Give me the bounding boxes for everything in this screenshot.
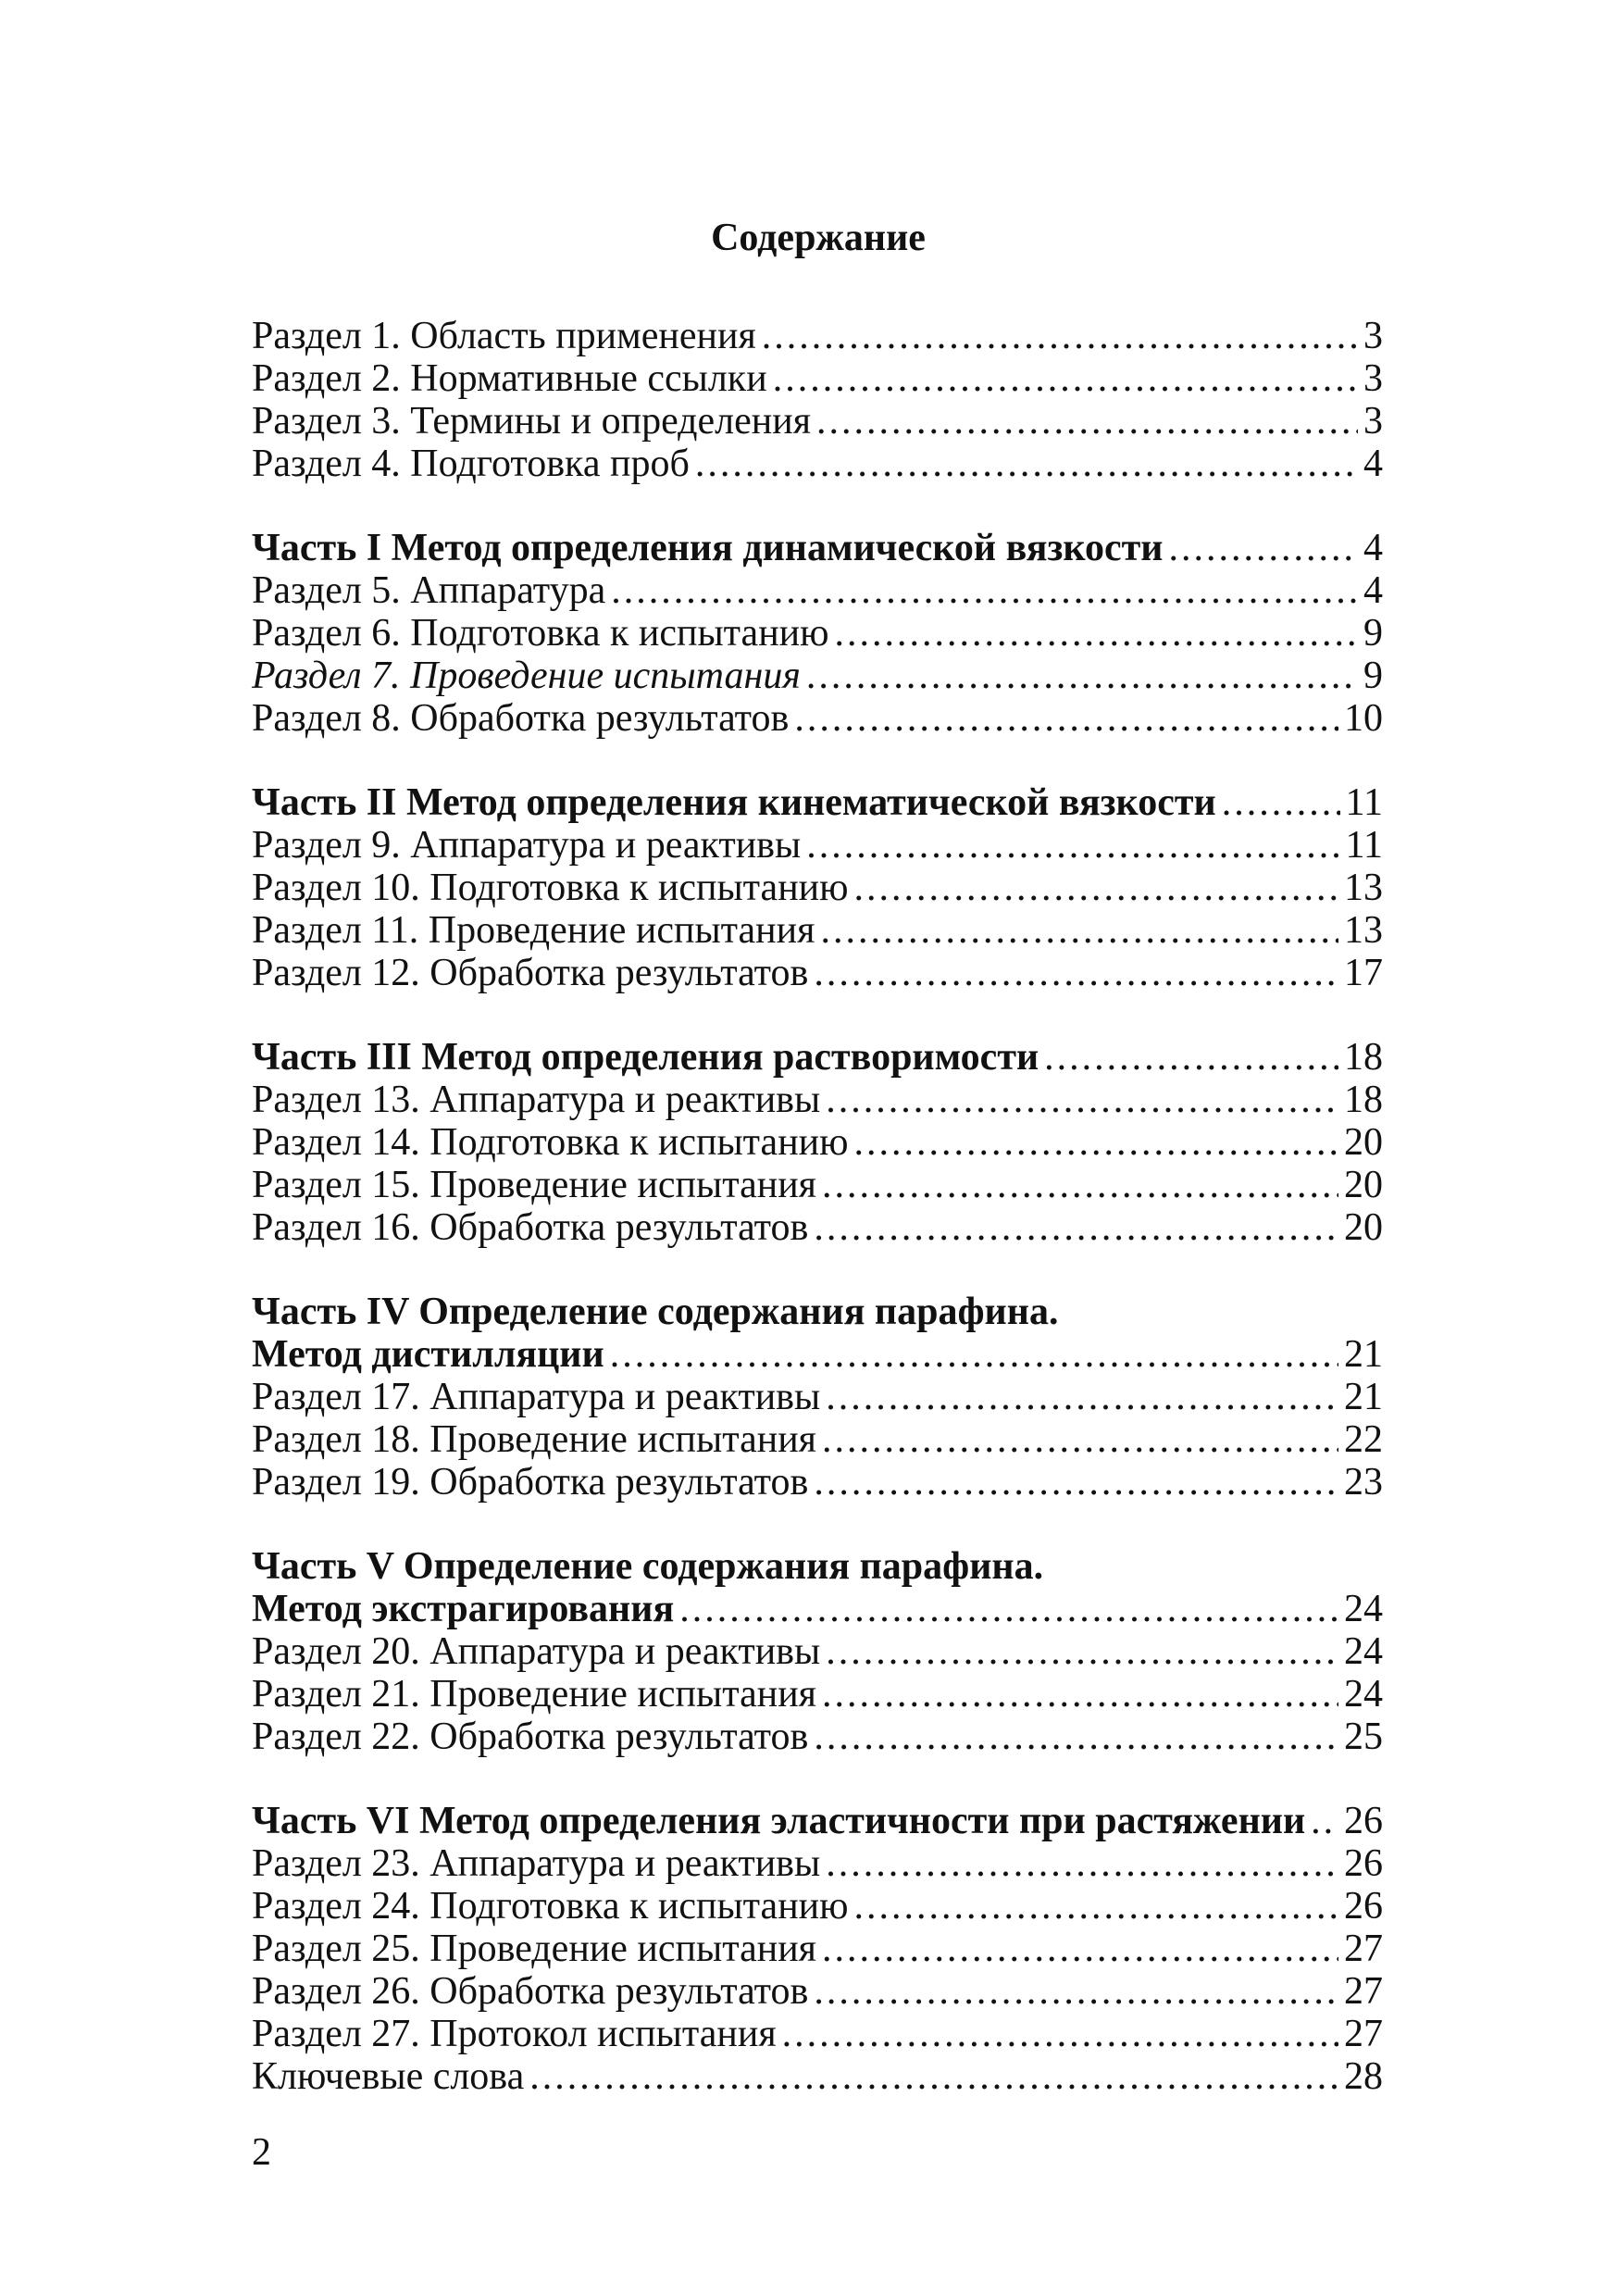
toc-entry-page: 27 xyxy=(1344,2013,1383,2055)
dot-leader xyxy=(835,612,1358,655)
toc-entry-title: Раздел 17. Аппаратура и реактивы xyxy=(252,1376,821,1418)
dot-leader xyxy=(806,655,1358,697)
toc-entry[interactable] xyxy=(252,1842,1383,1885)
toc-entry-title: Часть II Метод определения кинематической вязкости xyxy=(252,781,1216,824)
toc-entry-title: Раздел 25. Проведение испытания xyxy=(252,1928,817,1970)
toc-entry[interactable] xyxy=(252,569,1383,612)
dot-leader xyxy=(822,1673,1338,1716)
dot-leader xyxy=(529,2055,1338,2098)
toc-entry-title: Раздел 12. Обработка результатов xyxy=(252,952,809,994)
toc-entry-page: 24 xyxy=(1344,1673,1383,1716)
toc-entry-page: 13 xyxy=(1344,867,1383,909)
toc-entry-title: Раздел 21. Проведение испытания xyxy=(252,1673,817,1716)
toc-entry-page: 26 xyxy=(1344,1885,1383,1928)
dot-leader xyxy=(826,1079,1338,1121)
toc-entry-title: Раздел 1. Область применения xyxy=(252,315,756,357)
toc-entry[interactable] xyxy=(252,1461,1383,1504)
toc-entry-title: Раздел 18. Проведение испытания xyxy=(252,1418,817,1461)
toc-entry-title: Раздел 27. Протокол испытания xyxy=(252,2013,777,2055)
dot-leader xyxy=(1044,1036,1338,1079)
toc-part-heading[interactable] xyxy=(252,1291,1383,1333)
dot-leader xyxy=(782,2013,1338,2055)
toc-entry[interactable] xyxy=(252,400,1383,443)
dot-leader xyxy=(679,1588,1338,1630)
toc-entry-page: 27 xyxy=(1344,1928,1383,1970)
toc-entry-title: Часть III Метод определения растворимости xyxy=(252,1036,1039,1079)
page-number: 2 xyxy=(252,2131,271,2174)
toc-group-part-2 xyxy=(252,781,1383,994)
dot-leader xyxy=(611,569,1358,612)
toc-entry-page: 26 xyxy=(1344,1800,1383,1842)
toc-entry-page: 24 xyxy=(1344,1588,1383,1630)
dot-leader xyxy=(826,1630,1338,1673)
toc-entry-page: 11 xyxy=(1345,781,1383,824)
toc-part-heading[interactable] xyxy=(252,1036,1383,1079)
dot-leader xyxy=(820,909,1338,952)
toc-entry-page: 28 xyxy=(1344,2055,1383,2098)
toc-entry-page: 21 xyxy=(1344,1376,1383,1418)
toc-entry[interactable] xyxy=(252,909,1383,952)
toc-entry-title: Раздел 26. Обработка результатов xyxy=(252,1970,809,2013)
toc-entry-page: 20 xyxy=(1344,1164,1383,1206)
page-title: Содержание xyxy=(711,217,926,259)
dot-leader xyxy=(695,443,1358,485)
toc-entry-title: Раздел 24. Подготовка к испытанию xyxy=(252,1885,849,1928)
toc-entry[interactable] xyxy=(252,1121,1383,1164)
dot-leader xyxy=(822,1418,1338,1461)
toc-entry-page: 20 xyxy=(1344,1121,1383,1164)
toc-entry-page: 10 xyxy=(1344,697,1383,740)
toc-entry-title: Раздел 22. Обработка результатов xyxy=(252,1716,809,1758)
toc-entry-title: Ключевые слова xyxy=(252,2055,525,2098)
toc-entry-page: 13 xyxy=(1344,909,1383,952)
toc-entry-page: 3 xyxy=(1363,400,1383,443)
toc-entry-title: Раздел 7. Проведение испытания xyxy=(252,655,801,697)
toc-entry-page: 27 xyxy=(1344,1970,1383,2013)
toc-entry-page: 18 xyxy=(1344,1079,1383,1121)
toc-entry-title: Раздел 15. Проведение испытания xyxy=(252,1164,817,1206)
dot-leader xyxy=(814,952,1338,994)
toc-group-part-6 xyxy=(252,1800,1383,2098)
toc-part-heading-continued[interactable] xyxy=(252,1333,1383,1376)
dot-leader xyxy=(814,1970,1338,2013)
toc-entry-title: Часть IV Определение содержания парафина. xyxy=(252,1291,1059,1333)
dot-leader xyxy=(814,1716,1338,1758)
toc-entry-title: Раздел 16. Обработка результатов xyxy=(252,1206,809,1249)
toc-entry-title: Раздел 23. Аппаратура и реактивы xyxy=(252,1842,821,1885)
toc-entry-page: 20 xyxy=(1344,1206,1383,1249)
toc-entry-page: 26 xyxy=(1344,1842,1383,1885)
toc-entry[interactable] xyxy=(252,1885,1383,1928)
toc-entry-title: Часть V Определение содержания парафина. xyxy=(252,1545,1044,1588)
dot-leader xyxy=(814,1461,1338,1504)
toc-entry[interactable] xyxy=(252,443,1383,485)
toc-entry[interactable] xyxy=(252,697,1383,740)
toc-entry[interactable] xyxy=(252,867,1383,909)
toc-entry-title: Раздел 14. Подготовка к испытанию xyxy=(252,1121,849,1164)
toc-entry[interactable] xyxy=(252,612,1383,655)
toc-entry[interactable] xyxy=(252,357,1383,400)
dot-leader xyxy=(826,1842,1338,1885)
toc-part-heading[interactable] xyxy=(252,781,1383,824)
dot-leader xyxy=(773,357,1358,400)
dot-leader xyxy=(1222,781,1340,824)
dot-leader xyxy=(826,1376,1338,1418)
toc-entry-title: Часть VI Метод определения эластичности при растяжении xyxy=(252,1800,1306,1842)
toc-entry-page: 9 xyxy=(1363,655,1383,697)
toc-entry-page: 3 xyxy=(1363,357,1383,400)
toc-entry-page: 23 xyxy=(1344,1461,1383,1504)
dot-leader xyxy=(854,867,1338,909)
toc-entry[interactable] xyxy=(252,1418,1383,1461)
dot-leader xyxy=(762,315,1358,357)
toc-entry-page: 17 xyxy=(1344,952,1383,994)
toc-entry-page: 22 xyxy=(1344,1418,1383,1461)
toc-entry[interactable] xyxy=(252,1164,1383,1206)
toc-group-part-1 xyxy=(252,527,1383,740)
toc-entry[interactable] xyxy=(252,1630,1383,1673)
toc-entry-page: 24 xyxy=(1344,1630,1383,1673)
toc-part-heading[interactable] xyxy=(252,1545,1383,1588)
toc-entry-page: 18 xyxy=(1344,1036,1383,1079)
toc-entry[interactable] xyxy=(252,2055,1383,2098)
toc-entry-title: Часть I Метод определения динамической вязкости xyxy=(252,527,1164,569)
toc-entry[interactable] xyxy=(252,1079,1383,1121)
toc-entry-page: 25 xyxy=(1344,1716,1383,1758)
dot-leader xyxy=(854,1121,1338,1164)
toc-entry[interactable] xyxy=(252,1970,1383,2013)
toc-entry-title: Раздел 11. Проведение испытания xyxy=(252,909,815,952)
toc-entry[interactable] xyxy=(252,824,1383,867)
toc-entry-title: Раздел 10. Подготовка к испытанию xyxy=(252,867,849,909)
toc-entry[interactable] xyxy=(252,1673,1383,1716)
toc-entry-page: 21 xyxy=(1344,1333,1383,1376)
toc-entry[interactable] xyxy=(252,952,1383,994)
toc-entry-title: Раздел 20. Аппаратура и реактивы xyxy=(252,1630,821,1673)
toc-entry[interactable] xyxy=(252,1376,1383,1418)
toc-entry-title: Раздел 4. Подготовка проб xyxy=(252,443,690,485)
toc-entry-title: Раздел 6. Подготовка к испытанию xyxy=(252,612,829,655)
dot-leader xyxy=(816,400,1358,443)
dot-leader xyxy=(1168,527,1358,569)
toc-entry-page: 3 xyxy=(1363,315,1383,357)
dot-leader xyxy=(1311,1800,1338,1842)
toc-entry-title: Раздел 3. Термины и определения xyxy=(252,400,812,443)
toc-entry-page: 9 xyxy=(1363,612,1383,655)
dot-leader xyxy=(854,1885,1338,1928)
toc-entry-title: Метод дистилляции xyxy=(252,1333,604,1376)
toc-entry-title: Раздел 5. Аппаратура xyxy=(252,569,606,612)
toc-entry-title: Раздел 13. Аппаратура и реактивы xyxy=(252,1079,821,1121)
toc-entry[interactable] xyxy=(252,2013,1383,2055)
toc-entry-page: 4 xyxy=(1363,527,1383,569)
toc-entry-title: Метод экстрагирования xyxy=(252,1588,675,1630)
toc-entry[interactable] xyxy=(252,315,1383,357)
dot-leader xyxy=(610,1333,1338,1376)
dot-leader xyxy=(822,1164,1338,1206)
toc-entry-page: 4 xyxy=(1363,569,1383,612)
toc-group-part-5 xyxy=(252,1545,1383,1758)
dot-leader xyxy=(814,1206,1338,1249)
toc-entry-page: 4 xyxy=(1363,443,1383,485)
toc-part-heading[interactable] xyxy=(252,1800,1383,1842)
dot-leader xyxy=(794,697,1338,740)
toc-group-part-3 xyxy=(252,1036,1383,1249)
toc-entry[interactable] xyxy=(252,1206,1383,1249)
toc-entry-page: 11 xyxy=(1345,824,1383,867)
dot-leader xyxy=(822,1928,1338,1970)
toc-entry-title: Раздел 9. Аппаратура и реактивы xyxy=(252,824,802,867)
toc-group-general xyxy=(252,315,1383,485)
toc-entry-title: Раздел 19. Обработка результатов xyxy=(252,1461,809,1504)
toc-part-heading-continued[interactable] xyxy=(252,1588,1383,1630)
table-of-contents xyxy=(252,315,1383,2098)
toc-part-heading[interactable] xyxy=(252,527,1383,569)
toc-entry-title: Раздел 2. Нормативные ссылки xyxy=(252,357,767,400)
toc-group-part-4 xyxy=(252,1291,1383,1504)
toc-entry[interactable] xyxy=(252,1716,1383,1758)
toc-entry[interactable] xyxy=(252,655,1383,697)
toc-entry[interactable] xyxy=(252,1928,1383,1970)
dot-leader xyxy=(806,824,1339,867)
toc-entry-title: Раздел 8. Обработка результатов xyxy=(252,697,790,740)
